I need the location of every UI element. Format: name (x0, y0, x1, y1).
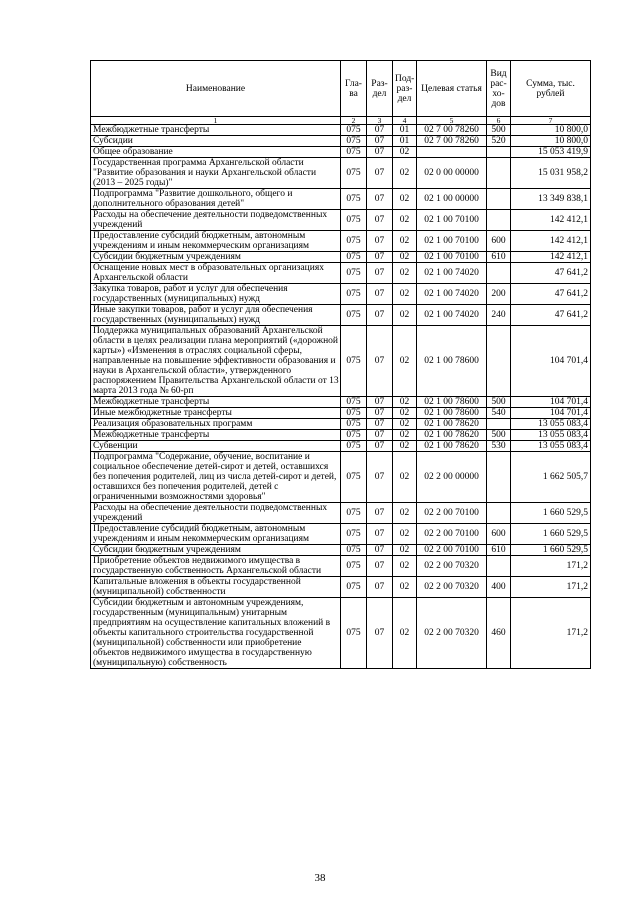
row-amount-cell: 1 660 529,5 (511, 503, 591, 524)
row-target-cell: 02 1 00 78600 (417, 397, 487, 408)
row-amount-cell: 1 662 505,7 (511, 452, 591, 503)
row-razdel-cell: 07 (367, 263, 393, 284)
row-expense-type-cell (487, 503, 511, 524)
row-amount-cell: 104 701,4 (511, 397, 591, 408)
row-target-cell: 02 1 00 78620 (417, 430, 487, 441)
row-expense-type-cell: 240 (487, 305, 511, 326)
row-target-cell: 02 2 00 70100 (417, 524, 487, 545)
row-podrazdel-cell: 02 (393, 545, 417, 556)
header-expense-type: Вид рас-хо-дов (487, 61, 511, 117)
row-amount-cell: 47 641,2 (511, 263, 591, 284)
row-razdel-cell: 07 (367, 556, 393, 577)
row-target-cell: 02 2 00 70320 (417, 598, 487, 669)
row-glava-cell: 075 (341, 210, 367, 231)
row-amount-cell: 142 412,1 (511, 252, 591, 263)
header-name: Наименование (91, 61, 341, 117)
table-row (91, 158, 591, 189)
column-number: 5 (417, 117, 487, 125)
row-expense-type-cell (487, 452, 511, 503)
row-glava-cell: 075 (341, 408, 367, 419)
row-glava-cell: 075 (341, 136, 367, 147)
row-podrazdel-cell: 02 (393, 326, 417, 397)
row-amount-cell: 171,2 (511, 598, 591, 669)
row-name-cell: Общее образование (91, 147, 341, 158)
row-razdel-cell: 07 (367, 598, 393, 669)
row-target-cell: 02 2 00 00000 (417, 452, 487, 503)
table-row (91, 419, 591, 430)
row-amount-cell: 13 055 083,4 (511, 430, 591, 441)
row-podrazdel-cell: 02 (393, 263, 417, 284)
column-number: 4 (393, 117, 417, 125)
row-razdel-cell: 07 (367, 503, 393, 524)
document-page (90, 60, 590, 669)
row-expense-type-cell (487, 419, 511, 430)
row-name-cell: Межбюджетные трансферты (91, 125, 341, 136)
row-amount-cell: 13 055 083,4 (511, 419, 591, 430)
row-podrazdel-cell: 02 (393, 397, 417, 408)
row-expense-type-cell: 520 (487, 136, 511, 147)
row-glava-cell: 075 (341, 524, 367, 545)
row-target-cell: 02 2 00 70100 (417, 503, 487, 524)
table-row (91, 598, 591, 669)
header-podrazdel: Под-раз-дел (393, 61, 417, 117)
row-razdel-cell: 07 (367, 284, 393, 305)
row-podrazdel-cell: 02 (393, 252, 417, 263)
row-razdel-cell: 07 (367, 408, 393, 419)
row-name-cell: Реализация образовательных программ (91, 419, 341, 430)
row-target-cell: 02 0 00 00000 (417, 158, 487, 189)
row-razdel-cell: 07 (367, 441, 393, 452)
row-podrazdel-cell: 02 (393, 419, 417, 430)
row-amount-cell: 104 701,4 (511, 408, 591, 419)
row-expense-type-cell: 600 (487, 524, 511, 545)
row-amount-cell: 171,2 (511, 556, 591, 577)
row-razdel-cell: 07 (367, 419, 393, 430)
row-expense-type-cell (487, 158, 511, 189)
row-glava-cell: 075 (341, 430, 367, 441)
row-target-cell: 02 1 00 00000 (417, 189, 487, 210)
column-number-row (91, 117, 591, 125)
row-name-cell: Межбюджетные трансферты (91, 430, 341, 441)
row-razdel-cell: 07 (367, 430, 393, 441)
row-glava-cell: 075 (341, 231, 367, 252)
row-name-cell: Предоставление субсидий бюджетным, автономным учреждениям и иным некоммерческим организациям (91, 524, 341, 545)
table-row (91, 408, 591, 419)
header-glava: Гла-ва (341, 61, 367, 117)
row-podrazdel-cell: 02 (393, 305, 417, 326)
table-row (91, 305, 591, 326)
row-expense-type-cell: 500 (487, 430, 511, 441)
row-razdel-cell: 07 (367, 189, 393, 210)
row-name-cell: Предоставление субсидий бюджетным, автономным учреждениям и иным некоммерческим организациям (91, 231, 341, 252)
row-expense-type-cell: 460 (487, 598, 511, 669)
row-podrazdel-cell: 01 (393, 125, 417, 136)
row-glava-cell: 075 (341, 556, 367, 577)
row-name-cell: Иные межбюджетные трансферты (91, 408, 341, 419)
row-target-cell: 02 2 00 70320 (417, 577, 487, 598)
row-razdel-cell: 07 (367, 125, 393, 136)
table-row (91, 452, 591, 503)
row-expense-type-cell: 500 (487, 125, 511, 136)
row-target-cell: 02 1 00 70100 (417, 252, 487, 263)
table-row (91, 397, 591, 408)
row-podrazdel-cell: 02 (393, 158, 417, 189)
row-amount-cell: 13 055 083,4 (511, 441, 591, 452)
row-amount-cell: 171,2 (511, 577, 591, 598)
row-amount-cell: 1 660 529,5 (511, 524, 591, 545)
row-target-cell: 02 1 00 78620 (417, 441, 487, 452)
row-name-cell: Капитальные вложения в объекты государственной (муниципальной) собственности (91, 577, 341, 598)
page-number: 38 (314, 872, 326, 884)
table-row (91, 430, 591, 441)
row-podrazdel-cell: 02 (393, 441, 417, 452)
row-amount-cell: 10 800,0 (511, 125, 591, 136)
table-row (91, 136, 591, 147)
row-amount-cell: 13 349 838,1 (511, 189, 591, 210)
row-razdel-cell: 07 (367, 136, 393, 147)
row-target-cell: 02 1 00 74020 (417, 284, 487, 305)
table-row (91, 545, 591, 556)
row-target-cell: 02 1 00 74020 (417, 263, 487, 284)
row-expense-type-cell (487, 189, 511, 210)
column-number: 3 (367, 117, 393, 125)
row-razdel-cell: 07 (367, 397, 393, 408)
row-razdel-cell: 07 (367, 577, 393, 598)
row-glava-cell: 075 (341, 284, 367, 305)
header-razdel: Раз-дел (367, 61, 393, 117)
table-row (91, 284, 591, 305)
row-glava-cell: 075 (341, 452, 367, 503)
table-row (91, 556, 591, 577)
table-row (91, 326, 591, 397)
row-name-cell: Субсидии бюджетным учреждениям (91, 252, 341, 263)
row-target-cell: 02 2 00 70320 (417, 556, 487, 577)
row-glava-cell: 075 (341, 147, 367, 158)
row-expense-type-cell: 610 (487, 545, 511, 556)
row-expense-type-cell: 610 (487, 252, 511, 263)
row-name-cell: Оснащение новых мест в образовательных организациях Архангельской области (91, 263, 341, 284)
row-name-cell: Расходы на обеспечение деятельности подведомственных учреждений (91, 210, 341, 231)
row-razdel-cell: 07 (367, 210, 393, 231)
row-name-cell: Закупка товаров, работ и услуг для обеспечения государственных (муниципальных) нужд (91, 284, 341, 305)
row-target-cell: 02 1 00 74020 (417, 305, 487, 326)
row-glava-cell: 075 (341, 545, 367, 556)
row-razdel-cell: 07 (367, 158, 393, 189)
row-amount-cell: 142 412,1 (511, 210, 591, 231)
row-name-cell: Иные закупки товаров, работ и услуг для обеспечения государственных (муниципальных) нужд (91, 305, 341, 326)
header-row (91, 61, 591, 117)
row-podrazdel-cell: 02 (393, 598, 417, 669)
row-amount-cell: 15 031 958,2 (511, 158, 591, 189)
row-expense-type-cell: 200 (487, 284, 511, 305)
row-glava-cell: 075 (341, 397, 367, 408)
row-podrazdel-cell: 02 (393, 430, 417, 441)
table-row (91, 125, 591, 136)
row-podrazdel-cell: 02 (393, 556, 417, 577)
row-razdel-cell: 07 (367, 326, 393, 397)
row-expense-type-cell: 500 (487, 397, 511, 408)
row-razdel-cell: 07 (367, 252, 393, 263)
table-row (91, 263, 591, 284)
row-glava-cell: 075 (341, 189, 367, 210)
row-podrazdel-cell: 02 (393, 408, 417, 419)
row-glava-cell: 075 (341, 252, 367, 263)
row-podrazdel-cell: 02 (393, 231, 417, 252)
row-podrazdel-cell: 02 (393, 577, 417, 598)
row-podrazdel-cell: 02 (393, 147, 417, 158)
row-glava-cell: 075 (341, 326, 367, 397)
row-amount-cell: 1 660 529,5 (511, 545, 591, 556)
row-expense-type-cell (487, 210, 511, 231)
table-row (91, 524, 591, 545)
row-podrazdel-cell: 02 (393, 524, 417, 545)
row-name-cell: Подпрограмма "Содержание, обучение, воспитание и социальное обеспечение детей-сирот и детей, оставшихся без попечения родителей, лиц из числа детей-сирот и детей, оставшихся без попечения родителей, детей с ограниченными возможностями здоровья" (91, 452, 341, 503)
row-target-cell: 02 1 00 78620 (417, 419, 487, 430)
row-podrazdel-cell: 02 (393, 503, 417, 524)
row-expense-type-cell: 540 (487, 408, 511, 419)
column-number: 2 (341, 117, 367, 125)
row-name-cell: Субсидии бюджетным и автономным учреждениям, государственным (муниципальным) унитарным предприятиям на осуществление капитальных вложений в объекты капитального строительства государственной (муниципальной) собственности или приобретение объектов недвижимого имущества в государственную (муниципальную) собственность (91, 598, 341, 669)
row-expense-type-cell: 600 (487, 231, 511, 252)
row-podrazdel-cell: 02 (393, 210, 417, 231)
row-glava-cell: 075 (341, 419, 367, 430)
row-target-cell (417, 147, 487, 158)
row-amount-cell: 10 800,0 (511, 136, 591, 147)
row-amount-cell: 15 053 419,9 (511, 147, 591, 158)
row-name-cell: Субсидии бюджетным учреждениям (91, 545, 341, 556)
row-target-cell: 02 2 00 70100 (417, 545, 487, 556)
row-podrazdel-cell: 02 (393, 189, 417, 210)
header-amount: Сумма, тыс. рублей (511, 61, 591, 117)
row-razdel-cell: 07 (367, 147, 393, 158)
row-name-cell: Субсидии (91, 136, 341, 147)
row-amount-cell: 142 412,1 (511, 231, 591, 252)
row-expense-type-cell (487, 263, 511, 284)
row-expense-type-cell: 400 (487, 577, 511, 598)
row-expense-type-cell: 530 (487, 441, 511, 452)
row-name-cell: Поддержка муниципальных образований Архангельской области в целях реализации плана мероприятий («дорожной карты») «Изменения в отраслях социальной сферы, направленные на повышение эффективности образования и науки в Архангельской области», утвержденного распоряжением Правительства Архангельской области от 13 марта 2013 года № 60-рп (91, 326, 341, 397)
row-razdel-cell: 07 (367, 305, 393, 326)
row-podrazdel-cell: 02 (393, 452, 417, 503)
row-glava-cell: 075 (341, 263, 367, 284)
row-name-cell: Государственная программа Архангельской области "Развитие образования и науки Архангельской области (2013 – 2025 годы)" (91, 158, 341, 189)
row-amount-cell: 47 641,2 (511, 284, 591, 305)
row-target-cell: 02 7 00 78260 (417, 125, 487, 136)
row-glava-cell: 075 (341, 305, 367, 326)
row-expense-type-cell (487, 147, 511, 158)
column-number: 7 (511, 117, 591, 125)
row-name-cell: Межбюджетные трансферты (91, 397, 341, 408)
table-row (91, 210, 591, 231)
row-razdel-cell: 07 (367, 452, 393, 503)
column-number: 1 (91, 117, 341, 125)
row-podrazdel-cell: 01 (393, 136, 417, 147)
row-expense-type-cell (487, 326, 511, 397)
row-glava-cell: 075 (341, 577, 367, 598)
row-glava-cell: 075 (341, 158, 367, 189)
row-glava-cell: 075 (341, 441, 367, 452)
row-target-cell: 02 1 00 78600 (417, 408, 487, 419)
row-expense-type-cell (487, 556, 511, 577)
header-target: Целевая статья (417, 61, 487, 117)
table-row (91, 147, 591, 158)
row-glava-cell: 075 (341, 598, 367, 669)
row-name-cell: Приобретение объектов недвижимого имущества в государственную собственность Архангельской области (91, 556, 341, 577)
row-razdel-cell: 07 (367, 231, 393, 252)
budget-table (90, 60, 591, 669)
column-number: 6 (487, 117, 511, 125)
table-row (91, 577, 591, 598)
row-name-cell: Расходы на обеспечение деятельности подведомственных учреждений (91, 503, 341, 524)
row-podrazdel-cell: 02 (393, 284, 417, 305)
row-razdel-cell: 07 (367, 545, 393, 556)
row-target-cell: 02 1 00 70100 (417, 210, 487, 231)
table-row (91, 252, 591, 263)
row-name-cell: Субвенции (91, 441, 341, 452)
row-name-cell: Подпрограмма "Развитие дошкольного, общего и дополнительного образования детей" (91, 189, 341, 210)
table-row (91, 441, 591, 452)
row-target-cell: 02 1 00 78600 (417, 326, 487, 397)
table-row (91, 231, 591, 252)
row-target-cell: 02 7 00 78260 (417, 136, 487, 147)
row-razdel-cell: 07 (367, 524, 393, 545)
row-amount-cell: 47 641,2 (511, 305, 591, 326)
table-row (91, 503, 591, 524)
row-glava-cell: 075 (341, 125, 367, 136)
row-target-cell: 02 1 00 70100 (417, 231, 487, 252)
table-row (91, 189, 591, 210)
row-amount-cell: 104 701,4 (511, 326, 591, 397)
row-glava-cell: 075 (341, 503, 367, 524)
table-body (91, 125, 591, 669)
